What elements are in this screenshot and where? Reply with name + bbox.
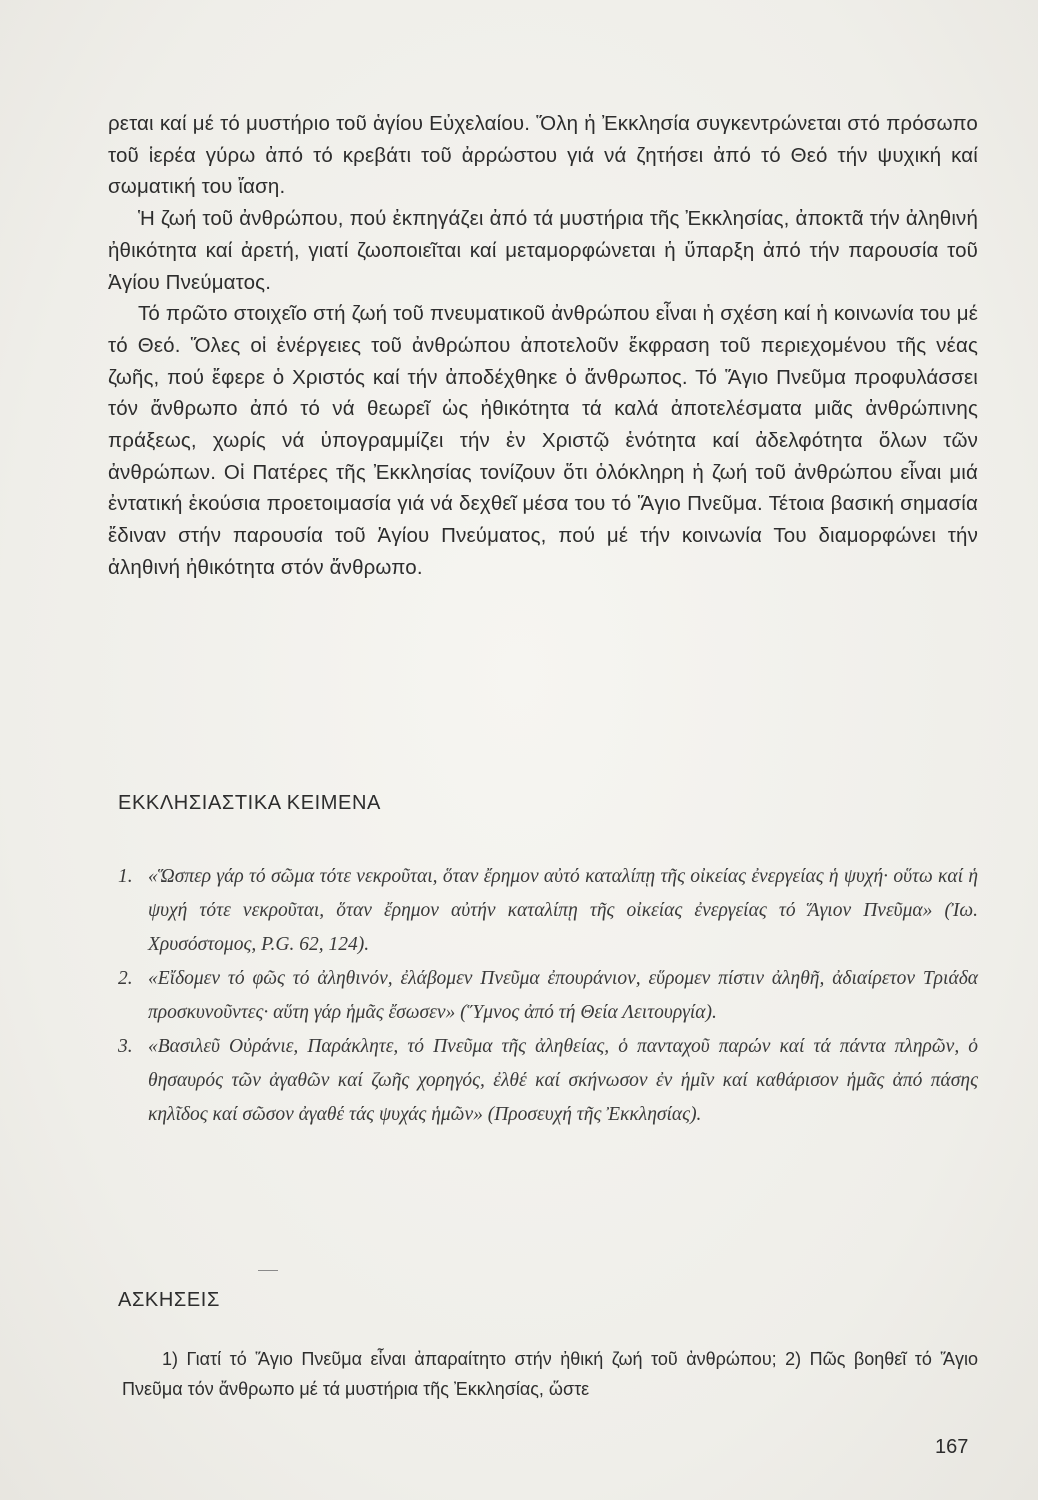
quote-number: 2. [118, 968, 133, 989]
divider-mark [258, 1270, 278, 1271]
main-text [108, 108, 978, 584]
quote-item [118, 962, 978, 1030]
church-texts-list [118, 860, 978, 1132]
paragraph: Ἡ ζωή τοῦ ἀνθρώπου, πού ἐκπηγάζει ἀπό τά μυστήρια τῆς Ἐκκλησίας, ἀποκτᾶ τήν ἀληθινή ἠθικότητα καί ἀρετή, γιατί ζωοποιεῖται καί μεταμορφώνεται ἡ ὕπαρξη ἀπό τήν παρουσία τοῦ Ἁγίου Πνεύματος. [108, 207, 978, 294]
section-heading-church-texts: ΕΚΚΛΗΣΙΑΣΤΙΚΑ ΚΕΙΜΕΝΑ [118, 792, 381, 814]
quote-text: «Ὥσπερ γάρ τό σῶμα τότε νεκροῦται, ὅταν ἔρημον αὐτό καταλίπῃ τῆς οἰκείας ἐνεργείας ἡ ψυχή· οὕτω καί ἡ ψυχή τότε νεκροῦται, ὅταν ἔρημον αὐτήν καταλίπῃ τῆς οἰκείας ἐνεργείας τό Ἅγιον Πνεῦμα» (Ἰω. Χρυσόστομος, P.G. 62, 124). [148, 866, 978, 955]
quote-item [118, 860, 978, 962]
section-heading-exercises: ΑΣΚΗΣΕΙΣ [118, 1289, 220, 1311]
quote-item [118, 1030, 978, 1132]
quote-text: «Βασιλεῦ Οὐράνιε, Παράκλητε, τό Πνεῦμα τῆς ἀληθείας, ὁ πανταχοῦ παρών καί τά πάντα πληρῶν, ὁ θησαυρός τῶν ἀγαθῶν καί ζωῆς χορηγός, ἐλθέ καί σκήνωσον ἐν ἡμῖν καί καθάρισον ἡμᾶς ἀπό πάσης κηλῖδος καί σῶσον ἀγαθέ τάς ψυχάς ἡμῶν» (Προσευχή τῆς Ἐκκλησίας). [148, 1036, 978, 1125]
quote-number: 3. [118, 1036, 133, 1057]
page-number: 167 [935, 1436, 969, 1458]
paragraph-continuation: ρεται καί μέ τό μυστήριο τοῦ ἁγίου Εὐχελαίου. Ὅλη ἡ Ἐκκλησία συγκεντρώνεται στό πρόσωπο τοῦ ἱερέα γύρω ἀπό τό κρεβάτι τοῦ ἀρρώστου γιά νά ζητήσει ἀπό τό Θεό τήν ψυχική καί σωματική του ἴαση. [108, 112, 978, 199]
quote-text: «Εἴδομεν τό φῶς τό ἀληθινόν, ἐλάβομεν Πνεῦμα ἐπουράνιον, εὕρομεν πίστιν ἀληθῆ, ἀδιαίρετον Τριάδα προσκυνοῦντες· αὕτη γάρ ἡμᾶς ἔσωσεν» (Ὕμνος ἀπό τή Θεία Λειτουργία). [148, 968, 978, 1023]
exercises-text: 1) Γιατί τό Ἅγιο Πνεῦμα εἶναι ἀπαραίτητο στήν ἠθική ζωή τοῦ ἀνθρώπου; 2) Πῶς βοηθεῖ τό Ἅγιο Πνεῦμα τόν ἄνθρωπο μέ τά μυστήρια τῆς Ἐκκλησίας, ὥστε [122, 1349, 978, 1399]
quote-number: 1. [118, 866, 133, 887]
paragraph: Τό πρῶτο στοιχεῖο στή ζωή τοῦ πνευματικοῦ ἀνθρώπου εἶναι ἡ σχέση καί ἡ κοινωνία του μέ τό Θεό. Ὅλες οἱ ἐνέργειες τοῦ ἀνθρώπου ἀποτελοῦν ἔκφραση τοῦ περιεχομένου τῆς νέας ζωῆς, πού ἔφερε ὁ Χριστός καί τήν ἀποδέχθηκε ὁ ἄνθρωπος. Τό Ἅγιο Πνεῦμα προφυλάσσει τόν ἄνθρωπο ἀπό τό νά θεωρεῖ ὡς ἠθικότητα τά καλά ἀποτελέσματα μιᾶς ἀνθρώπινης πράξεως, χωρίς νά ὑπογραμμίζει τήν ἐν Χριστῷ ἑνότητα καί ἀδελφότητα ὅλων τῶν ἀνθρώπων. Οἱ Πατέρες τῆς Ἐκκλησίας τονίζουν ὅτι ὁλόκληρη ἡ ζωή τοῦ ἀνθρώπου εἶναι μιά ἐντατική ἑκούσια προετοιμασία γιά νά δεχθεῖ μέσα του τό Ἅγιο Πνεῦμα. Τέτοια βασική σημασία ἔδιναν στήν παρουσία τοῦ Ἁγίου Πνεύματος, πού μέ τήν κοινωνία Του διαμορφώνει τήν ἀληθινή ἠθικότητα στόν ἄνθρωπο. [108, 302, 978, 579]
